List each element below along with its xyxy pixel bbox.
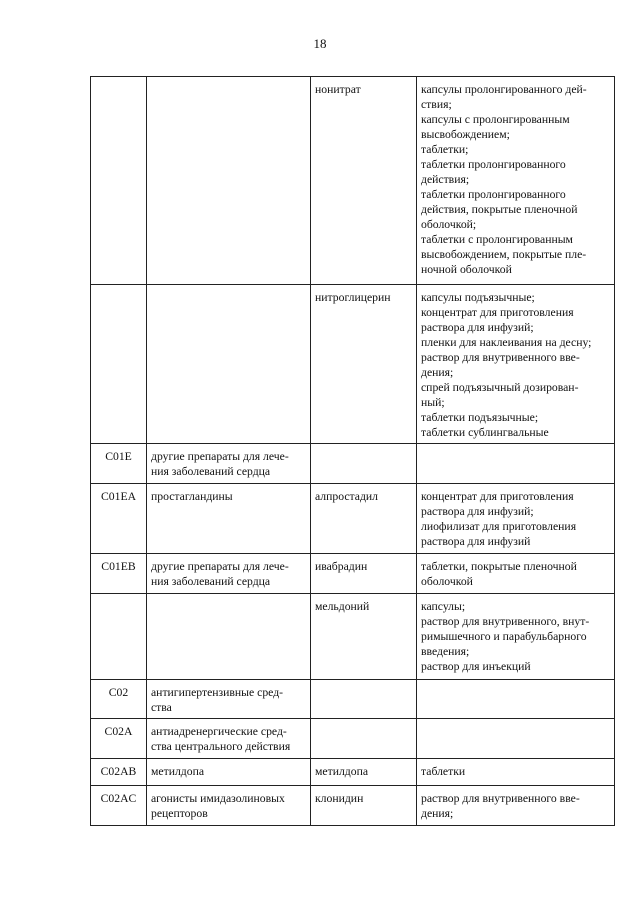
dosage-forms-cell: капсулы; раствор для внутривенного, внут- римышечного и парабульбарного введения; раствор для инъекций [417,594,615,680]
table-row [91,786,615,826]
substance-cell [311,444,417,484]
group-name-cell: другие препараты для лече- ния заболеваний сердца [147,444,311,484]
dosage-forms-cell: капсулы пролонгированного дей- ствия; капсулы с пролонгированным высвобождением; таблетки; таблетки пролонгированного действия; таблетки пролонгированного действия, покрытые пленочной оболочкой; таблетки с пролонгированным высвобождением, покрытые пле- ночной оболочкой [417,77,615,285]
atc-code-cell [91,285,147,444]
atc-code-cell: C02 [91,680,147,719]
atc-code-cell: C01EB [91,554,147,594]
page-number: 18 [313,36,327,51]
dosage-forms-cell: раствор для внутривенного вве- дения; [417,786,615,826]
drug-table [90,76,615,826]
atc-code-cell [91,77,147,285]
dosage-forms-cell [417,680,615,719]
atc-code-cell: C02A [91,719,147,759]
group-name-cell: антигипертензивные сред- ства [147,680,311,719]
substance-cell: мельдоний [311,594,417,680]
group-name-cell [147,594,311,680]
table-row [91,77,615,285]
table-row [91,719,615,759]
dosage-forms-cell: таблетки [417,759,615,786]
substance-cell: алпростадил [311,484,417,554]
dosage-forms-cell [417,719,615,759]
group-name-cell: агонисты имидазолиновых рецепторов [147,786,311,826]
dosage-forms-cell: капсулы подъязычные; концентрат для приготовления раствора для инфузий; пленки для наклеивания на десну; раствор для внутривенного вве- дения; спрей подъязычный дозирован- ный; таблетки подъязычные; таблетки сублингвальные [417,285,615,444]
table-row [91,444,615,484]
table-row [91,554,615,594]
table-row [91,759,615,786]
atc-code-cell: C01E [91,444,147,484]
group-name-cell: антиадренергические сред- ства центрального действия [147,719,311,759]
table-row [91,285,615,444]
atc-code-cell: C02AC [91,786,147,826]
substance-cell: нитроглицерин [311,285,417,444]
atc-code-cell: C01EA [91,484,147,554]
substance-cell [311,719,417,759]
group-name-cell: метилдопа [147,759,311,786]
substance-cell [311,680,417,719]
group-name-cell: другие препараты для лече- ния заболеваний сердца [147,554,311,594]
atc-code-cell [91,594,147,680]
substance-cell: ивабрадин [311,554,417,594]
table-row [91,484,615,554]
table-row [91,680,615,719]
atc-code-cell: C02AB [91,759,147,786]
dosage-forms-cell: таблетки, покрытые пленочной оболочкой [417,554,615,594]
group-name-cell: простагландины [147,484,311,554]
substance-cell: клонидин [311,786,417,826]
group-name-cell [147,77,311,285]
substance-cell: метилдопа [311,759,417,786]
dosage-forms-cell: концентрат для приготовления раствора для инфузий; лиофилизат для приготовления раствора для инфузий [417,484,615,554]
table-row [91,594,615,680]
dosage-forms-cell [417,444,615,484]
substance-cell: нонитрат [311,77,417,285]
group-name-cell [147,285,311,444]
